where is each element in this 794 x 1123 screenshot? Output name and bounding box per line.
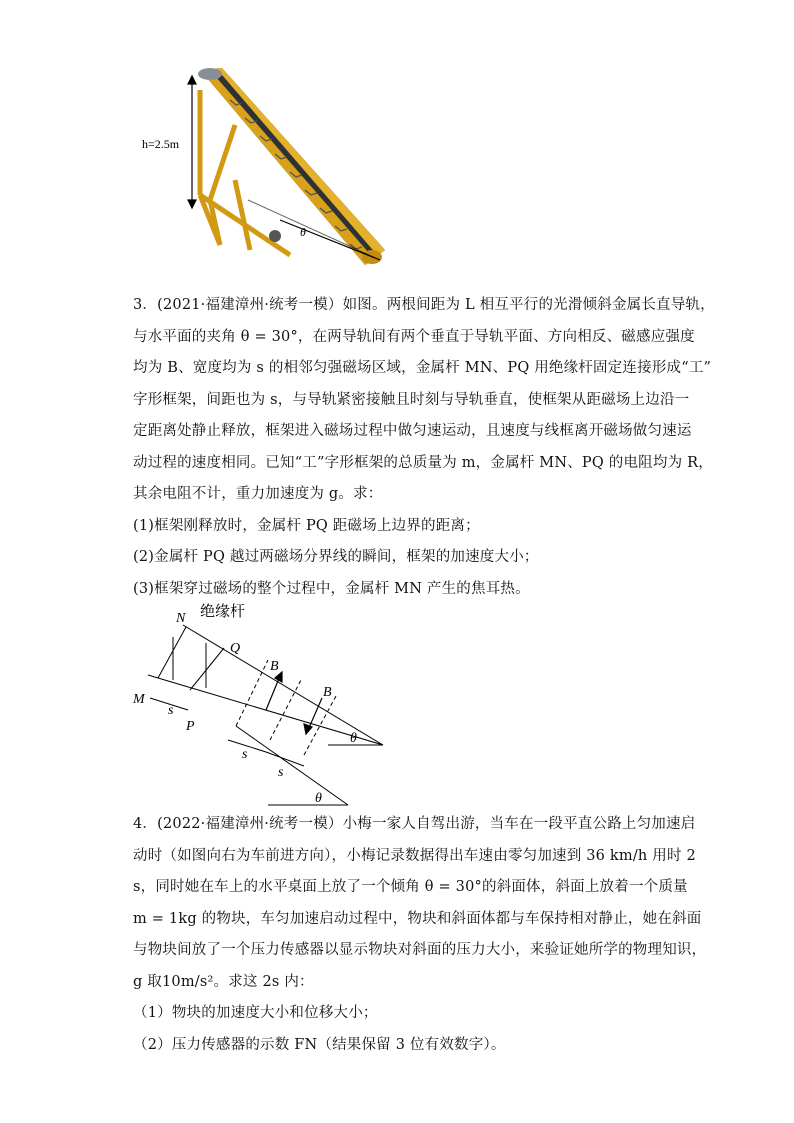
conveyor-belt xyxy=(198,68,385,265)
label-B1: B xyxy=(270,659,279,674)
label-P: P xyxy=(186,719,195,734)
height-label: h=2.5m xyxy=(142,137,180,151)
problem-line: 与物块间放了一个压力传感器以显示物块对斜面的压力大小，来验证她所学的物理知识， xyxy=(133,942,707,958)
label-B2: B xyxy=(323,685,332,700)
problem-line: 定距离处静止释放，框架进入磁场过程中做匀速运动，且速度与线框离开磁场做匀速运 xyxy=(133,423,692,439)
problem-line: g 取10m/s²。求这 2s 内： xyxy=(133,973,314,990)
question-line: (3)框架穿过磁场的整个过程中，金属杆 MN 产生的焦耳热。 xyxy=(133,580,530,597)
question-line: (1)框架刚释放时，金属杆 PQ 距磁场上边界的距离； xyxy=(133,517,480,534)
incline-magnetic-field-figure xyxy=(128,600,398,810)
problem-line: m = 1kg 的物块，车匀加速启动过程中，物块和斜面体都与车保持相对静止，她在斜面 xyxy=(133,910,702,927)
problem-line: 其余电阻不计，重力加速度为 g。求： xyxy=(133,486,383,502)
problem-line: 字形框架，间距也为 s，与导轨紧密接触且时刻与导轨垂直，使框架从距磁场上边沿一 xyxy=(133,391,690,408)
question-line: （1）物块的加速度大小和位移大小； xyxy=(133,1005,378,1021)
label-M: M xyxy=(133,692,145,707)
label-s1: s xyxy=(168,703,174,718)
label-N: N xyxy=(176,611,186,626)
conveyor-belt-figure xyxy=(140,60,390,275)
problem-line: s，同时她在车上的水平桌面上放了一个倾角 θ = 30°的斜面体，斜面上放着一个质量 xyxy=(133,879,688,895)
angle-label: θ xyxy=(300,225,306,239)
field-arrow-up xyxy=(266,672,282,710)
height-arrow xyxy=(188,76,196,208)
question-line: (2)金属杆 PQ 越过两磁场分界线的瞬间，框架的加速度大小； xyxy=(133,549,539,565)
problem-line: 均为 B、宽度均为 s 的相邻匀强磁场区域，金属杆 MN、PQ 用绝缘杆固定连接形成“工” xyxy=(133,360,712,376)
label-theta1: θ xyxy=(350,731,357,746)
problem-line: 动过程的速度相同。已知“工”字形框架的总质量为 m，金属杆 MN、PQ 的电阻均为 R， xyxy=(133,454,713,471)
question-line: （2）压力传感器的示数 FN（结果保留 3 位有效数字）。 xyxy=(133,1036,506,1053)
problem-line: 3．(2021·福建漳州·统考一模）如图。两根间距为 L 相互平行的光滑倾斜金属长直导轨， xyxy=(133,297,715,313)
problem-4-text xyxy=(133,809,707,1061)
problem-3-text xyxy=(133,290,715,605)
problem-line: 动时（如图向右为车前进方向），小梅记录数据得出车速由零匀加速到 36 km/h 用时 2 xyxy=(133,847,696,864)
problem-line: 与水平面的夹角 θ = 30°，在两导轨间有两个垂直于导轨平面、方向相反、磁感应强度 xyxy=(133,328,695,345)
label-theta2: θ xyxy=(315,791,322,806)
insulator-label: 绝缘杆 xyxy=(200,602,246,620)
problem-line: 4．(2022·福建漳州·统考一模）小梅一家人自驾出游，当车在一段平直公路上匀加速启 xyxy=(133,816,696,832)
label-Q: Q xyxy=(230,641,241,656)
label-s2: s xyxy=(242,747,248,762)
label-s3: s xyxy=(278,765,284,780)
wheel-icon xyxy=(269,230,281,242)
